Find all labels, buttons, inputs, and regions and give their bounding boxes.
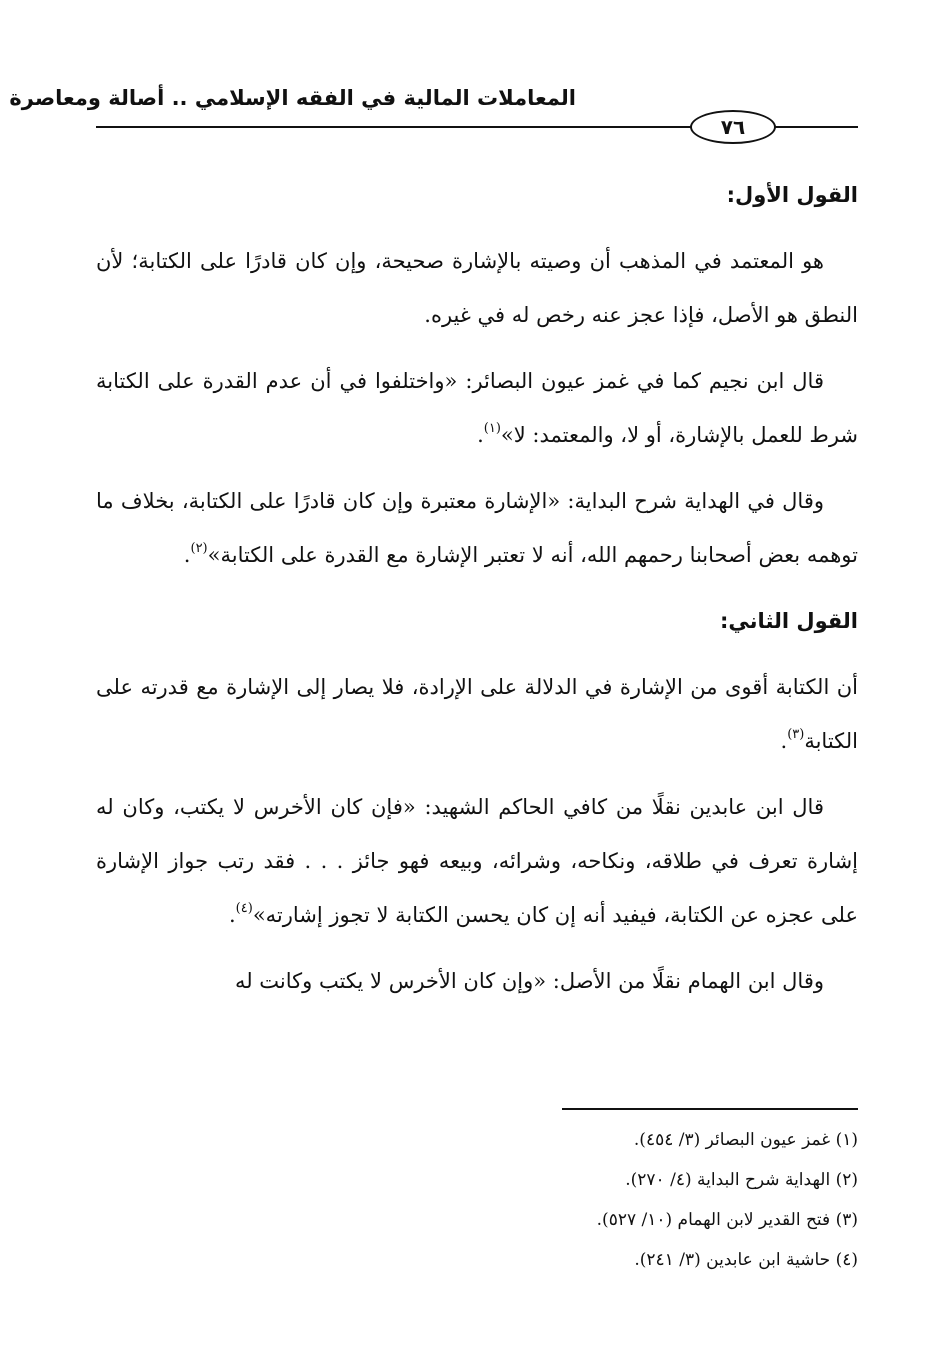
paragraph-5-text: قال ابن عابدين نقلًا من كافي الحاكم الشهيد: «فإن كان الأخرس لا يكتب، وكان له إشارة تعرف في طلاقه، ونكاحه، وشرائه، وبيعه فهو جائز . . . فقد رتب جواز الإشارة على عجزه عن الكتابة، فيفيد أنه إن كان يحسن الكتابة لا تجوز إشارته» [96,795,858,927]
paragraph-3 [96,474,858,582]
footnotes [338,1120,858,1280]
footnote-item: (٢) الهداية شرح البداية (٤/ ٢٧٠). [625,1170,858,1190]
end-punct: . [780,729,788,753]
paragraph-2 [96,354,858,462]
paragraph-6: وقال ابن الهمام نقلًا من الأصل: «وإن كان الأخرس لا يكتب وكانت له [234,969,824,993]
paragraph-3-text: وقال في الهداية شرح البداية: «الإشارة معتبرة وإن كان قادرًا على الكتابة، بخلاف ما توهمه بعض أصحابنا رحمهم الله، أنه لا تعتبر الإشارة مع القدرة على الكتابة» [96,489,858,567]
footnote-item: (٤) حاشية ابن عابدين (٣/ ٢٤١). [634,1250,858,1270]
paragraph-5 [96,780,858,942]
section-heading-first-opinion: القول الأول: [726,183,858,207]
running-title: المعاملات المالية في الفقه الإسلامي .. أصالة ومعاصرة [9,86,576,110]
footnote-item: (٣) فتح القدير لابن الهمام (١٠/ ٥٢٧). [596,1210,858,1230]
footnote-ref-2: (٢) [190,541,208,556]
end-punct: . [183,543,191,567]
end-punct: . [228,903,236,927]
footnote-item: (١) غمز عيون البصائر (٣/ ٤٥٤). [633,1130,858,1150]
footnote-rule [562,1108,858,1110]
end-punct: . [477,423,484,447]
paragraph-4 [96,660,858,768]
body-text [96,168,858,1020]
footnote-ref-4: (٤) [235,901,253,916]
footnote-ref-3: (٣) [787,727,805,742]
section-heading-second-opinion: القول الثاني: [720,609,858,633]
page-number: ٧٦ [690,110,776,144]
footnote-ref-1: (١) [483,421,501,436]
paragraph-4-text: أن الكتابة أقوى من الإشارة في الدلالة على الإرادة، فلا يصار إلى الإشارة مع قدرته على الكتابة [96,675,858,753]
paragraph-1: هو المعتمد في المذهب أن وصيته بالإشارة صحيحة، وإن كان قادرًا على الكتابة؛ لأن النطق هو الأصل، فإذا عجز عنه رخص له في غيره. [96,249,858,327]
paragraph-2-text: قال ابن نجيم كما في غمز عيون البصائر: «واختلفوا في أن عدم القدرة على الكتابة شرط للعمل بالإشارة، أو لا، والمعتمد: لا» [96,369,858,447]
